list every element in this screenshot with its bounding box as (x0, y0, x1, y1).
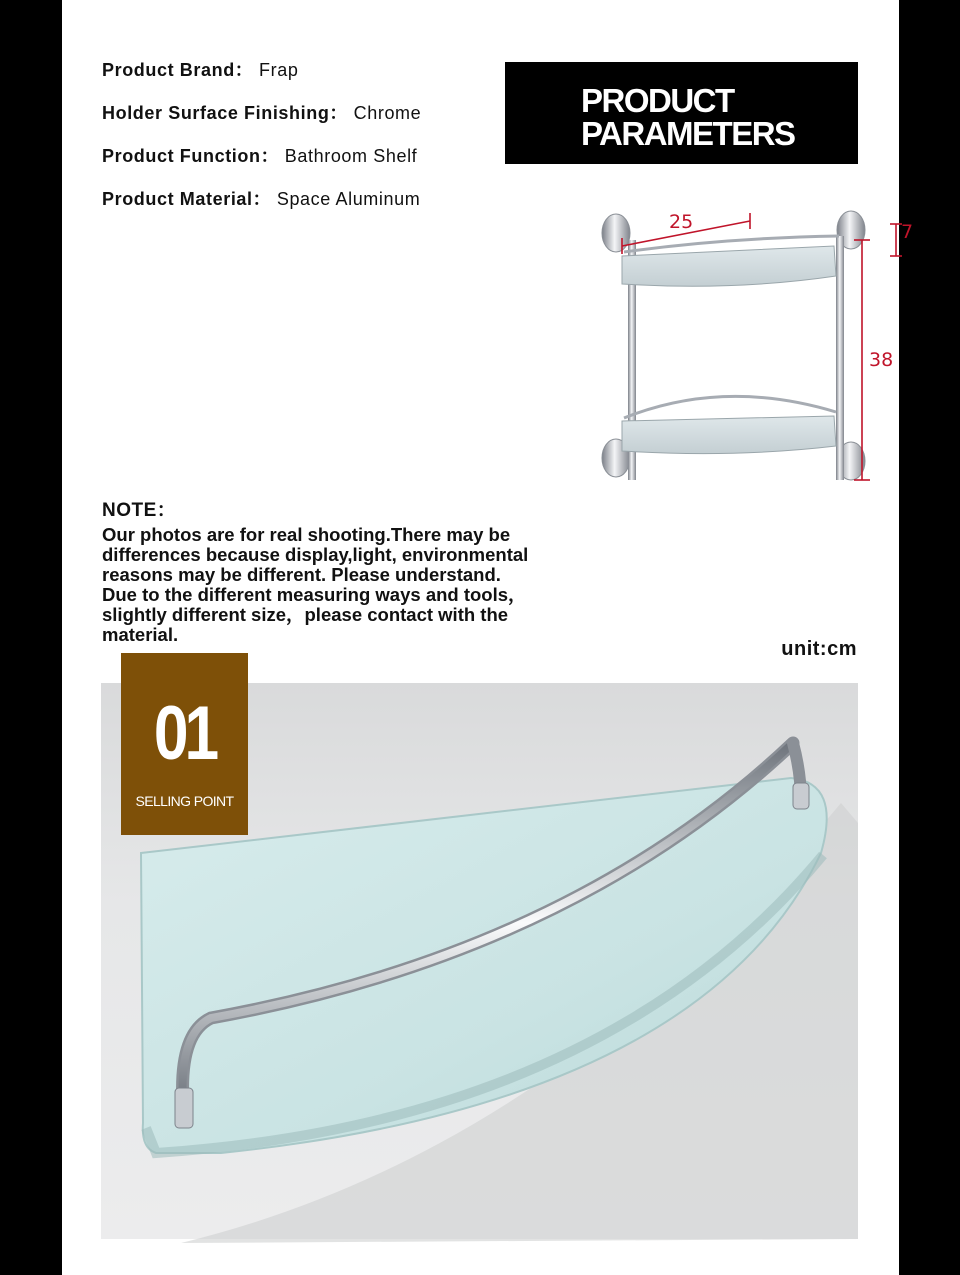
spec-row-finishing (102, 101, 421, 144)
product-detail-page (62, 0, 914, 1275)
spec-key: Product Brand： (102, 60, 254, 80)
note-title: NOTE： (102, 500, 177, 521)
width-dimension-label: 25 (669, 211, 694, 233)
right-post-icon (836, 236, 844, 480)
spec-value: Chrome (353, 103, 422, 123)
spec-value: Space Aluminum (276, 189, 421, 209)
spec-value: Frap (259, 60, 299, 80)
spec-key: Product Function： (102, 146, 280, 166)
parameters-title-line1: PRODUCT (581, 82, 734, 119)
spec-row-function (102, 144, 421, 187)
spec-key: Product Material： (102, 189, 272, 209)
badge-label: SELLING POINT (135, 793, 234, 809)
note-line: slightly different size，please contact with the (102, 604, 509, 625)
note-line: material. (102, 624, 179, 645)
bottom-rail-icon (624, 396, 836, 418)
product-parameters-title (581, 84, 795, 150)
badge-number: 01 (153, 691, 216, 776)
note-line: Due to the different measuring ways and tools， (102, 584, 527, 605)
spec-row-material (102, 187, 421, 230)
wall-mount-icon (602, 214, 630, 252)
parameters-title-line2: PARAMETERS (581, 115, 795, 152)
spec-value: Bathroom Shelf (284, 146, 418, 166)
note-body (102, 525, 582, 645)
unit-label: unit:cm (781, 638, 857, 660)
note-line: differences because display,light, environmental (102, 544, 529, 565)
selling-point-badge (121, 653, 248, 835)
spec-list (102, 58, 421, 230)
height-dimension-label: 38 (869, 349, 894, 371)
spec-key: Holder Surface Finishing： (102, 103, 349, 123)
spec-row-brand (102, 58, 421, 101)
note-line: reasons may be different. Please understand. (102, 564, 501, 585)
top-glass-shelf-icon (622, 246, 836, 286)
bottom-glass-shelf-icon (622, 416, 836, 454)
note-line: Our photos are for real shooting.There may be (102, 524, 511, 545)
depth-dimension-label: 7 (901, 221, 914, 243)
product-parameters-header (505, 62, 858, 164)
shelf-dimension-diagram (524, 196, 914, 496)
